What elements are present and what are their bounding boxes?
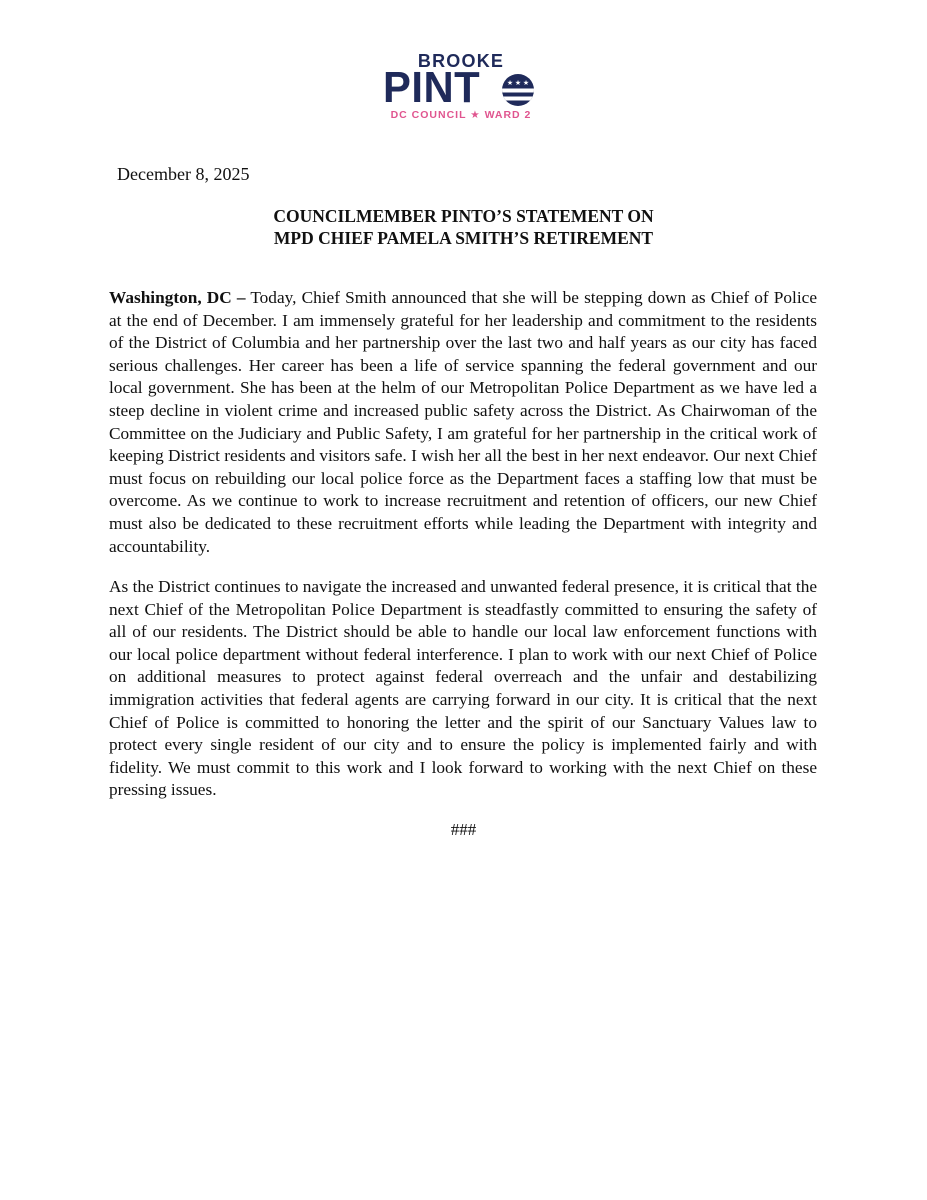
logo-subtitle: DC COUNCIL ★ WARD 2 <box>390 109 532 121</box>
dateline: Washington, DC – <box>109 288 246 307</box>
paragraph-1-text: Today, Chief Smith announced that she will be stepping down as Chief of Police at the end of December. I am immensely grateful for her leadership and commitment to the residents of the District of Columbia and her partnership over the last two and half years as our city has faced serious challenges. Her career has been a life of service spanning the federal government and our local government. She has been at the helm of our Metropolitan Police Department as we have led a steep decline in violent crime and increased public safety across the District. As Chairwoman of the Committee on the Judiciary and Public Safety, I am grateful for her partnership in the critical work of keeping District residents and visitors safe. I wish her all the best in her next endeavor. Our next Chief must focus on rebuilding our local police force as the Department faces a staffing low that must be overcome. As we continue to work to increase recruitment and retention of officers, our new Chief must also be dedicated to these recruitment efforts while leading the Department with integrity and accountability. <box>109 288 817 556</box>
campaign-logo <box>383 52 543 120</box>
statement-date: December 8, 2025 <box>117 164 250 184</box>
title-line-1: COUNCILMEMBER PINTO’S STATEMENT ON <box>273 206 654 226</box>
logo-first-name: BROOKE <box>417 51 505 71</box>
dc-flag-o-icon <box>501 73 535 107</box>
title-line-2: MPD CHIEF PAMELA SMITH’S RETIREMENT <box>273 228 654 248</box>
paragraph-1 <box>109 287 817 558</box>
end-mark: ### <box>450 820 477 839</box>
svg-text:★: ★ <box>514 79 522 87</box>
logo-last-name: PINT <box>383 63 481 112</box>
paragraph-2: As the District continues to navigate the increased and unwanted federal presence, it is critical that the next Chief of the Metropolitan Police Department is steadfastly committed to ensuring the safety of all of our residents. The District should be able to handle our local law enforcement functions with our local police department without federal interference. I plan to work with our next Chief of Police on additional measures to protect against federal overreach and the unfair and destabilizing immigration activities that federal agents are carrying forward in our city. It is critical that the next Chief of Police is committed to honoring the letter and the spirit of our Sanctuary Values law to protect every single resident of our city and to ensure the policy is implemented fairly and with fidelity. We must commit to this work and I look forward to working with the next Chief on these pressing issues. <box>109 577 817 800</box>
svg-text:★: ★ <box>506 79 514 87</box>
svg-text:★: ★ <box>522 79 530 87</box>
statement-title <box>100 205 827 249</box>
